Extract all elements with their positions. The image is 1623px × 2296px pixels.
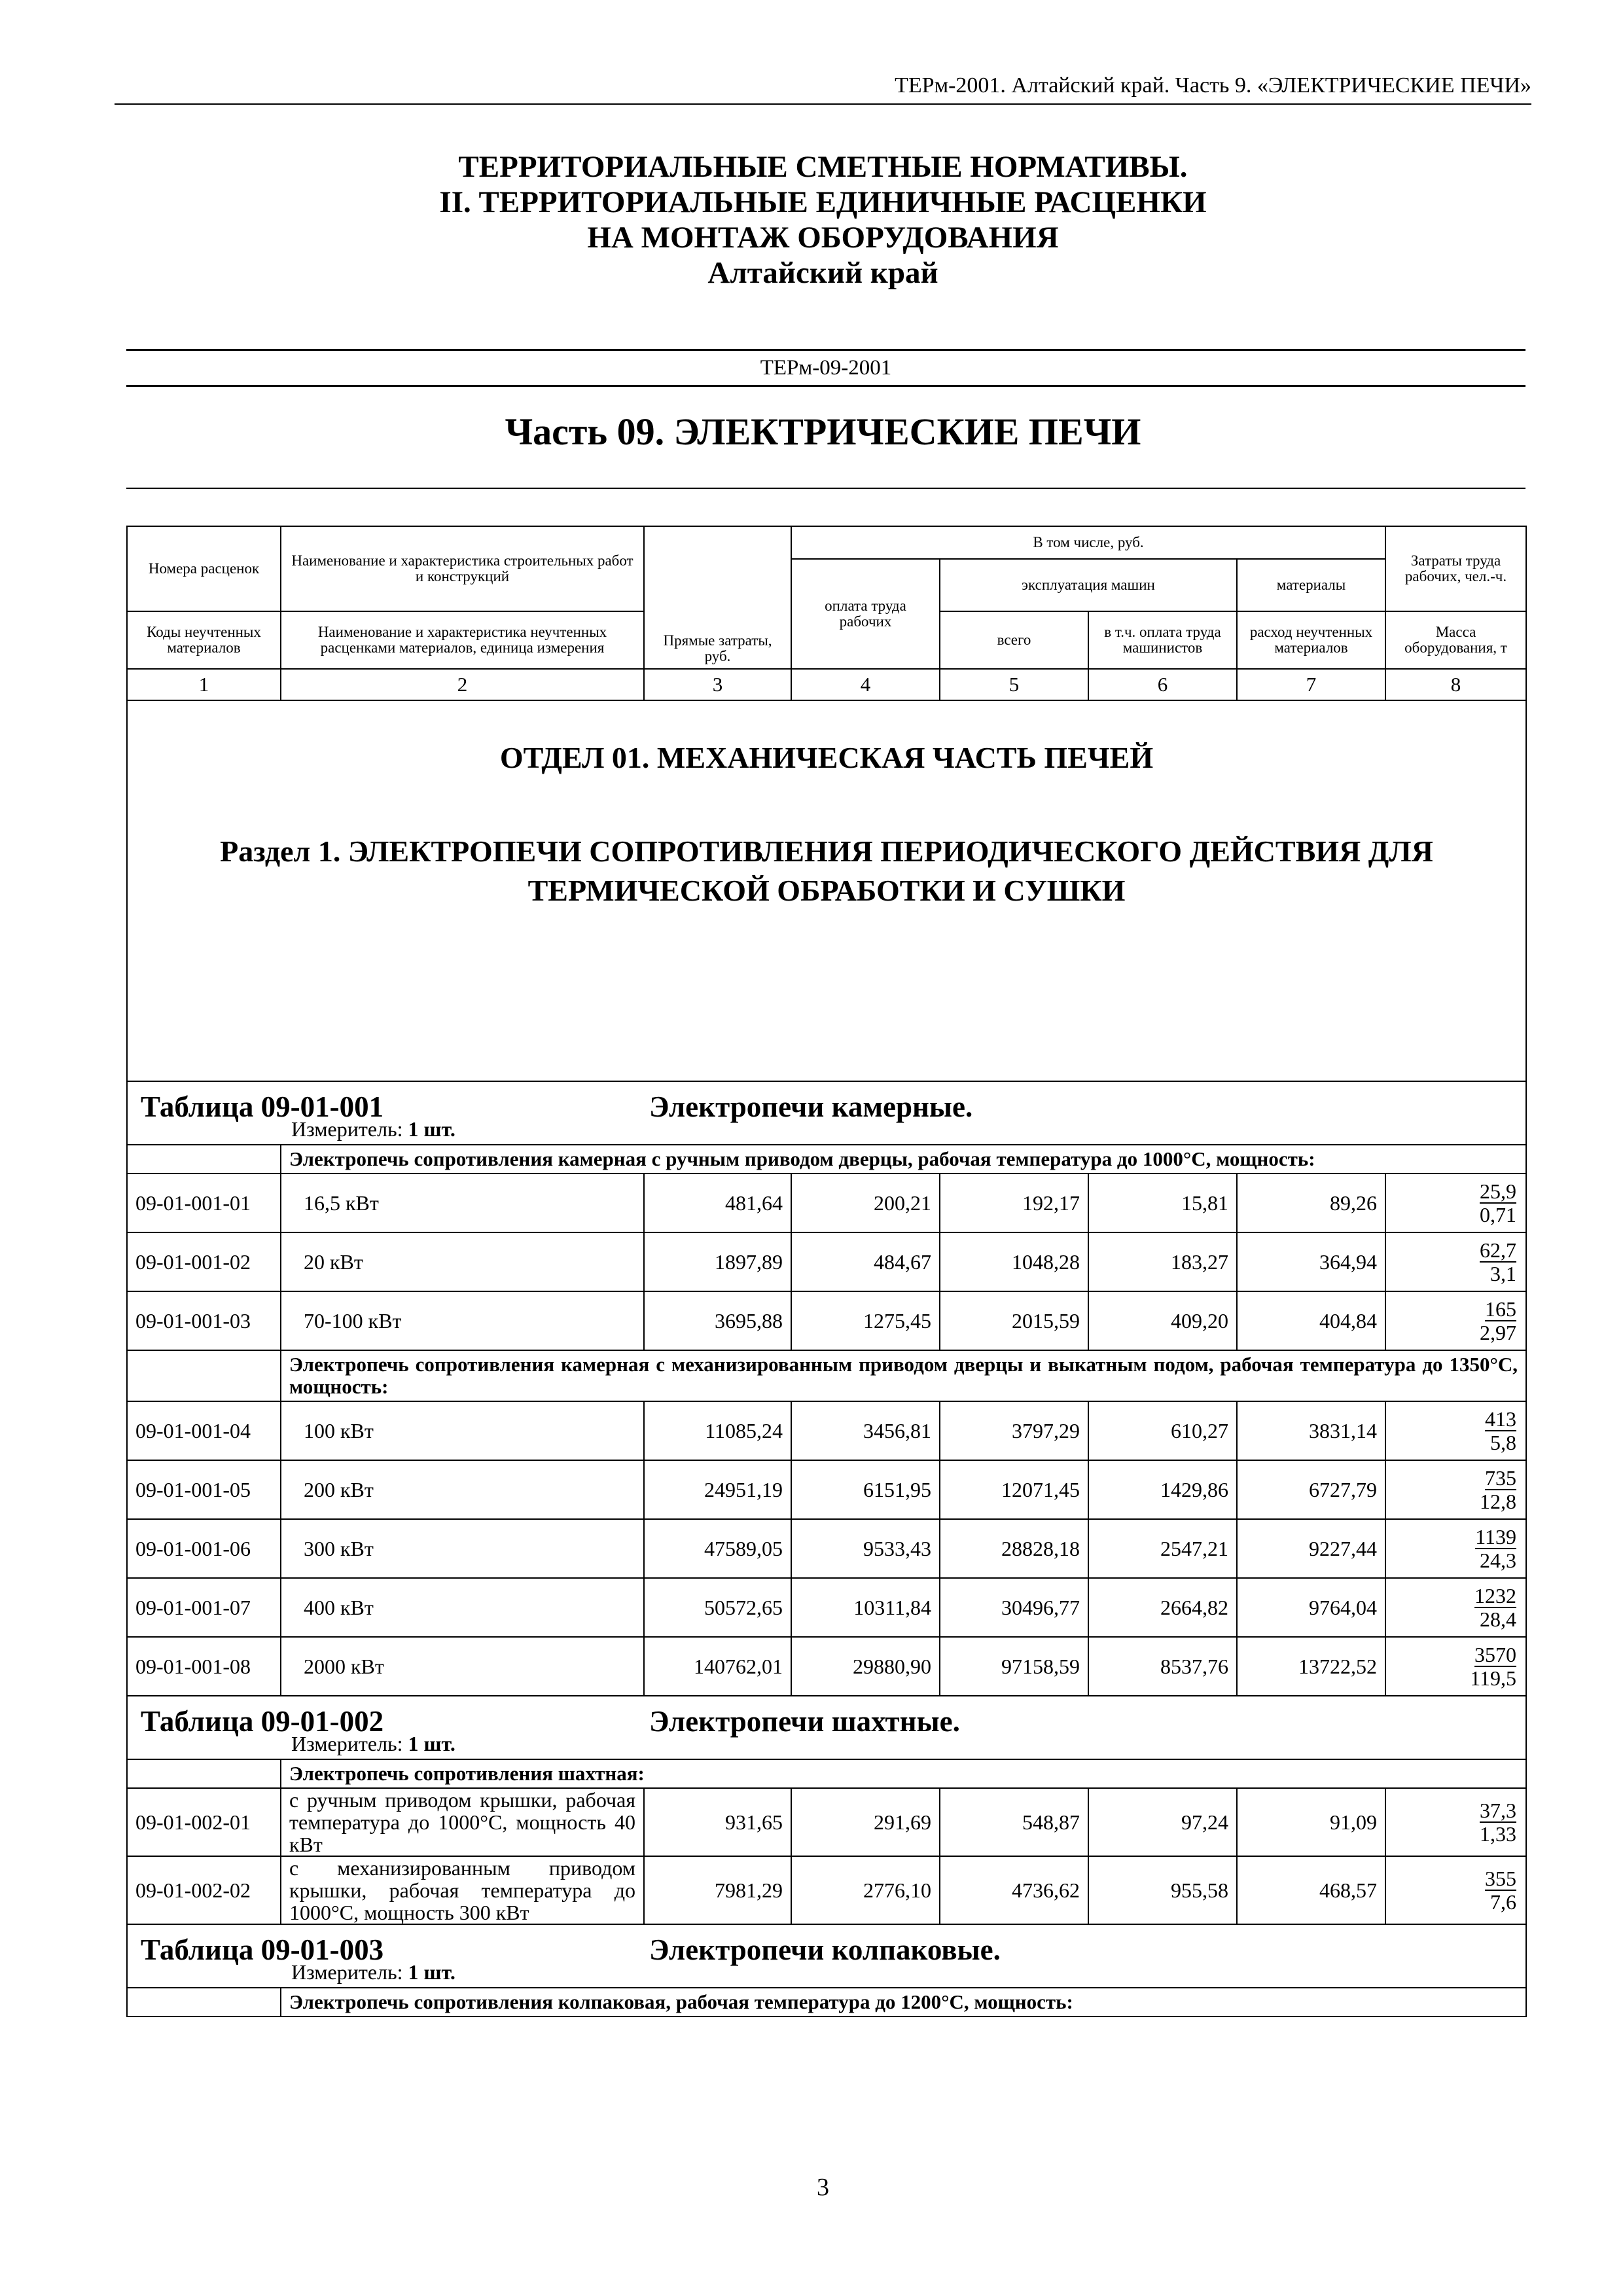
- header-col2-bottom: Наименование и характеристика неучтенных расценками материалов, единица измерения: [281, 611, 644, 669]
- equipment-mass: 2,97: [1480, 1321, 1517, 1344]
- labor-cost: 1275,45: [791, 1291, 940, 1350]
- labor-hours: 1232: [1474, 1584, 1517, 1607]
- unit-of-measure: [291, 1732, 455, 1756]
- machine-cost: 28828,18: [940, 1519, 1088, 1578]
- table-row: [127, 1460, 1526, 1519]
- section-title: [128, 832, 1525, 910]
- document-title-region: Алтайский край: [707, 256, 938, 290]
- labor-hours-and-mass: [1385, 1401, 1526, 1460]
- table-row: [127, 1174, 1526, 1232]
- machine-operator-cost: 2664,82: [1088, 1578, 1237, 1637]
- running-header: ТЕРм-2001. Алтайский край. Часть 9. «ЭЛЕКТРИЧЕСКИЕ ПЕЧИ»: [115, 73, 1531, 105]
- rate-code: 09-01-001-04: [127, 1401, 281, 1460]
- unit-label: Измеритель:: [291, 1732, 403, 1755]
- labor-hours-and-mass: [1385, 1232, 1526, 1291]
- machine-cost: 548,87: [940, 1788, 1088, 1856]
- column-number: 5: [940, 669, 1088, 700]
- header-row: [127, 526, 1526, 559]
- document-code: ТЕРм-09-2001: [126, 349, 1525, 387]
- labor-hours: 413: [1485, 1407, 1517, 1431]
- divider: [126, 488, 1525, 489]
- labor-hours: 355: [1485, 1867, 1517, 1890]
- labor-hours-and-mass: [1385, 1519, 1526, 1578]
- group-description: Электропечь сопротивления колпаковая, рабочая температура до 1200°С, мощность:: [281, 1988, 1526, 2017]
- column-number: 1: [127, 669, 281, 700]
- machine-operator-cost: 8537,76: [1088, 1637, 1237, 1696]
- materials-cost: 9764,04: [1237, 1578, 1385, 1637]
- table-heading-row: [127, 1696, 1526, 1759]
- column-number-row: [127, 669, 1526, 700]
- direct-cost: 1897,89: [644, 1232, 791, 1291]
- department-title: ОТДЕЛ 01. МЕХАНИЧЕСКАЯ ЧАСТЬ ПЕЧЕЙ: [499, 741, 1154, 774]
- table-number: Таблица 09-01-001: [141, 1090, 384, 1123]
- materials-cost: 91,09: [1237, 1788, 1385, 1856]
- labor-hours: 1139: [1475, 1525, 1517, 1549]
- document-title-line: II. ТЕРРИТОРИАЛЬНЫЕ ЕДИНИЧНЫЕ РАСЦЕНКИ: [439, 185, 1207, 219]
- materials-cost: 9227,44: [1237, 1519, 1385, 1578]
- header-col5: всего: [940, 611, 1088, 669]
- header-machines: эксплуатация машин: [940, 559, 1237, 611]
- labor-cost: 9533,43: [791, 1519, 940, 1578]
- machine-operator-cost: 2547,21: [1088, 1519, 1237, 1578]
- table-row: [127, 1578, 1526, 1637]
- materials-cost: 89,26: [1237, 1174, 1385, 1232]
- labor-cost: 10311,84: [791, 1578, 940, 1637]
- rates-table-body: [127, 1081, 1526, 2017]
- labor-cost: 200,21: [791, 1174, 940, 1232]
- direct-cost: 47589,05: [644, 1519, 791, 1578]
- rate-name: 2000 кВт: [281, 1637, 644, 1696]
- rate-name: с механизированным приводом крышки, рабочая температура до 1000°С, мощность 300 кВт: [281, 1856, 644, 1924]
- machine-cost: 30496,77: [940, 1578, 1088, 1637]
- rate-code: 09-01-001-07: [127, 1578, 281, 1637]
- header-col4: оплата труда рабочих: [791, 559, 940, 669]
- labor-hours: 735: [1485, 1466, 1517, 1490]
- machine-cost: 192,17: [940, 1174, 1088, 1232]
- machine-cost: 4736,62: [940, 1856, 1088, 1924]
- blank-cell: [127, 1759, 281, 1788]
- direct-cost: 481,64: [644, 1174, 791, 1232]
- machine-operator-cost: 610,27: [1088, 1401, 1237, 1460]
- labor-hours-and-mass: [1385, 1578, 1526, 1637]
- direct-cost: 24951,19: [644, 1460, 791, 1519]
- header-col2-top: Наименование и характеристика строительных работ и конструкций: [281, 526, 644, 611]
- labor-hours: 165: [1485, 1297, 1517, 1321]
- department-cell: [127, 700, 1526, 1081]
- machine-operator-cost: 15,81: [1088, 1174, 1237, 1232]
- equipment-mass: 0,71: [1480, 1203, 1517, 1227]
- machine-operator-cost: 409,20: [1088, 1291, 1237, 1350]
- table-heading-cell: [127, 1696, 1526, 1759]
- header-col8-bottom: Масса оборудования, т: [1385, 611, 1526, 669]
- group-description-row: [127, 1145, 1526, 1174]
- equipment-mass: 12,8: [1480, 1490, 1517, 1513]
- document-title-line: НА МОНТАЖ ОБОРУДОВАНИЯ: [587, 221, 1059, 255]
- table-heading-cell: [127, 1924, 1526, 1988]
- page-number: 3: [817, 2174, 829, 2201]
- group-description-row: [127, 1759, 1526, 1788]
- equipment-mass: 1,33: [1480, 1822, 1517, 1846]
- section-title-line: ТЕРМИЧЕСКОЙ ОБРАБОТКИ И СУШКИ: [527, 874, 1126, 907]
- column-number: 3: [644, 669, 791, 700]
- materials-cost: 6727,79: [1237, 1460, 1385, 1519]
- table-number: Таблица 09-01-002: [141, 1705, 384, 1738]
- document-title: [115, 149, 1531, 291]
- machine-cost: 12071,45: [940, 1460, 1088, 1519]
- equipment-mass: 119,5: [1470, 1666, 1517, 1690]
- header-col8-top: Затраты труда рабочих, чел.-ч.: [1385, 526, 1526, 611]
- group-description: Электропечь сопротивления шахтная:: [281, 1759, 1526, 1788]
- table-name: Электропечи колпаковые.: [649, 1933, 1001, 1966]
- column-number: 6: [1088, 669, 1237, 700]
- rate-name: 100 кВт: [281, 1401, 644, 1460]
- labor-cost: 29880,90: [791, 1637, 940, 1696]
- direct-cost: 11085,24: [644, 1401, 791, 1460]
- materials-cost: 404,84: [1237, 1291, 1385, 1350]
- rate-name: 200 кВт: [281, 1460, 644, 1519]
- direct-cost: 50572,65: [644, 1578, 791, 1637]
- table-name: Электропечи камерные.: [649, 1090, 973, 1123]
- rate-name: 300 кВт: [281, 1519, 644, 1578]
- equipment-mass: 3,1: [1490, 1262, 1517, 1285]
- materials-cost: 13722,52: [1237, 1637, 1385, 1696]
- equipment-mass: 24,3: [1480, 1549, 1517, 1572]
- labor-hours-and-mass: [1385, 1174, 1526, 1232]
- machine-cost: 2015,59: [940, 1291, 1088, 1350]
- rate-name: с ручным приводом крышки, рабочая температура до 1000°С, мощность 40 кВт: [281, 1788, 644, 1856]
- table-number: Таблица 09-01-003: [141, 1933, 384, 1966]
- rate-code: 09-01-001-05: [127, 1460, 281, 1519]
- department-row: [127, 700, 1526, 1081]
- part-title: Часть 09. ЭЛЕКТРИЧЕСКИЕ ПЕЧИ: [505, 410, 1141, 453]
- labor-hours: 25,9: [1480, 1179, 1517, 1203]
- labor-hours: 3570: [1474, 1643, 1517, 1666]
- group-description-row: [127, 1988, 1526, 2017]
- header-col1-bottom: Коды неучтенных материалов: [127, 611, 281, 669]
- table-row: [127, 1788, 1526, 1856]
- group-description: Электропечь сопротивления камерная с ручным приводом дверцы, рабочая температура до 1000°С, мощность:: [281, 1145, 1526, 1174]
- unit-label: Измеритель:: [291, 1960, 403, 1984]
- section-title-line: Раздел 1. ЭЛЕКТРОПЕЧИ СОПРОТИВЛЕНИЯ ПЕРИОДИЧЕСКОГО ДЕЙСТВИЯ ДЛЯ: [220, 834, 1433, 868]
- document-title-line: ТЕРРИТОРИАЛЬНЫЕ СМЕТНЫЕ НОРМАТИВЫ.: [458, 150, 1188, 184]
- table-row: [127, 1856, 1526, 1924]
- machine-operator-cost: 97,24: [1088, 1788, 1237, 1856]
- machine-cost: 3797,29: [940, 1401, 1088, 1460]
- rate-code: 09-01-001-02: [127, 1232, 281, 1291]
- column-number: 7: [1237, 669, 1385, 700]
- labor-hours-and-mass: [1385, 1460, 1526, 1519]
- direct-cost: 7981,29: [644, 1856, 791, 1924]
- table-row: [127, 1291, 1526, 1350]
- labor-cost: 291,69: [791, 1788, 940, 1856]
- table-heading-row: [127, 1924, 1526, 1988]
- rate-name: 20 кВт: [281, 1232, 644, 1291]
- unit-of-measure: [291, 1117, 455, 1141]
- labor-hours-and-mass: [1385, 1637, 1526, 1696]
- header-col7-bottom: расход неучтенных материалов: [1237, 611, 1385, 669]
- rate-name: 70-100 кВт: [281, 1291, 644, 1350]
- column-number: 2: [281, 669, 644, 700]
- direct-cost: 931,65: [644, 1788, 791, 1856]
- blank-cell: [127, 1988, 281, 2017]
- equipment-mass: 5,8: [1490, 1431, 1517, 1454]
- header-col7-top: материалы: [1237, 559, 1385, 611]
- rate-code: 09-01-001-03: [127, 1291, 281, 1350]
- direct-cost: 140762,01: [644, 1637, 791, 1696]
- materials-cost: 468,57: [1237, 1856, 1385, 1924]
- rates-table: [126, 526, 1527, 2017]
- labor-hours-and-mass: [1385, 1788, 1526, 1856]
- labor-cost: 484,67: [791, 1232, 940, 1291]
- blank-cell: [127, 1145, 281, 1174]
- machine-operator-cost: 1429,86: [1088, 1460, 1237, 1519]
- unit-label: Измеритель:: [291, 1117, 403, 1141]
- table-row: [127, 1519, 1526, 1578]
- column-number: 8: [1385, 669, 1526, 700]
- equipment-mass: 28,4: [1480, 1607, 1517, 1631]
- rate-code: 09-01-001-08: [127, 1637, 281, 1696]
- labor-cost: 6151,95: [791, 1460, 940, 1519]
- header-col6: в т.ч. оплата труда машинистов: [1088, 611, 1237, 669]
- labor-cost: 2776,10: [791, 1856, 940, 1924]
- machine-cost: 1048,28: [940, 1232, 1088, 1291]
- table-row: [127, 1637, 1526, 1696]
- group-description-row: [127, 1350, 1526, 1401]
- header-col3: Прямые затраты, руб.: [644, 526, 791, 669]
- machine-operator-cost: 955,58: [1088, 1856, 1237, 1924]
- group-description: Электропечь сопротивления камерная с механизированным приводом дверцы и выкатным подом, рабочая температура до 1350°С, мощность:: [281, 1350, 1526, 1401]
- unit-value: 1 шт.: [408, 1117, 455, 1141]
- blank-cell: [127, 1350, 281, 1401]
- table-heading-cell: [127, 1081, 1526, 1145]
- unit-value: 1 шт.: [408, 1960, 455, 1984]
- labor-hours-and-mass: [1385, 1291, 1526, 1350]
- materials-cost: 364,94: [1237, 1232, 1385, 1291]
- unit-value: 1 шт.: [408, 1732, 455, 1755]
- rate-name: 400 кВт: [281, 1578, 644, 1637]
- header-incl: В том числе, руб.: [791, 526, 1385, 559]
- materials-cost: 3831,14: [1237, 1401, 1385, 1460]
- rate-code: 09-01-001-01: [127, 1174, 281, 1232]
- unit-of-measure: [291, 1960, 455, 1984]
- rate-code: 09-01-002-01: [127, 1788, 281, 1856]
- table-row: [127, 1401, 1526, 1460]
- machine-cost: 97158,59: [940, 1637, 1088, 1696]
- column-number: 4: [791, 669, 940, 700]
- rate-name: 16,5 кВт: [281, 1174, 644, 1232]
- table-name: Электропечи шахтные.: [649, 1705, 960, 1738]
- direct-cost: 3695,88: [644, 1291, 791, 1350]
- labor-hours: 62,7: [1480, 1238, 1517, 1262]
- labor-cost: 3456,81: [791, 1401, 940, 1460]
- machine-operator-cost: 183,27: [1088, 1232, 1237, 1291]
- labor-hours: 37,3: [1480, 1799, 1517, 1822]
- labor-hours-and-mass: [1385, 1856, 1526, 1924]
- table-row: [127, 1232, 1526, 1291]
- equipment-mass: 7,6: [1490, 1890, 1517, 1914]
- rate-code: 09-01-002-02: [127, 1856, 281, 1924]
- header-col1-top: Номера расценок: [127, 526, 281, 611]
- table-heading-row: [127, 1081, 1526, 1145]
- rate-code: 09-01-001-06: [127, 1519, 281, 1578]
